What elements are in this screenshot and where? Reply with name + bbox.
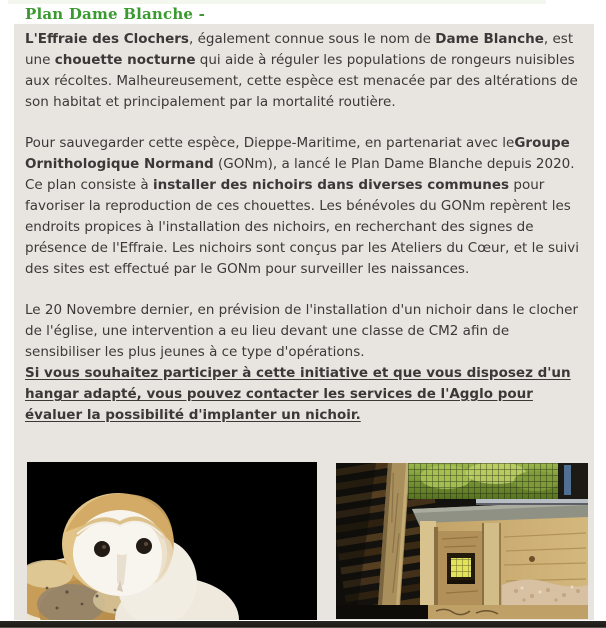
text: (GONm), a lancé le Plan Dame Blanche depuis 2020. Ce plan consiste à xyxy=(25,156,575,193)
paragraph xyxy=(25,29,585,113)
paragraph xyxy=(25,133,585,280)
nestbox-illustration xyxy=(336,463,588,619)
paragraph xyxy=(25,300,585,426)
viewport-bottom-edge xyxy=(0,621,606,628)
previous-section-edge xyxy=(8,0,546,4)
bold-text: L'Effraie des Clochers xyxy=(25,31,189,47)
bold-text: chouette nocturne xyxy=(54,52,196,68)
bold-text: Groupe Ornithologique Normand xyxy=(25,135,570,172)
text: Le 20 Novembre dernier, en prévision de l'installation d'un nichoir dans le clocher de l'église, une intervention a eu lieu devant une classe de CM2 afin de sensibiliser les plus jeunes à ce type d'opérations. xyxy=(25,302,579,360)
article-body xyxy=(25,29,585,446)
text: , également connue sous le nom de xyxy=(188,31,436,47)
barn-owl-illustration xyxy=(27,462,317,620)
bold-text: installer des nichoirs dans diverses communes xyxy=(152,177,510,193)
text: , est une xyxy=(25,31,574,68)
contact-link-text[interactable]: Si vous souhaitez participer à cette initiative et que vous disposez d'un hangar adapté, vous pouvez contacter les services de l'Agglo pour évaluer la possibilité d'implanter un nichoir. xyxy=(25,365,571,423)
barn-owl-photo xyxy=(27,462,317,620)
text: qui aide à réguler les populations de rongeurs nuisibles aux récoltes. Malheureusement, cette espèce est menacée par des altérations de son habitat et principalement par la mortalité routière. xyxy=(25,52,578,110)
nestbox-photo xyxy=(336,463,588,619)
page-title: Plan Dame Blanche - xyxy=(25,5,206,23)
text: pour favoriser la reproduction de ces chouettes. Les bénévoles du GONm repèrent les endroits propices à l'installation des nichoirs, en recherchant des signes de présence de l'Effraie. Les nichoirs sont conçus par les Ateliers du Cœur, et le suivi des sites est effectué par le GONm pour surveiller les naissances. xyxy=(25,177,580,277)
text: Pour sauvegarder cette espèce, Dieppe-Maritime, en partenariat avec le xyxy=(25,135,515,151)
bold-text: Dame Blanche xyxy=(435,31,544,47)
